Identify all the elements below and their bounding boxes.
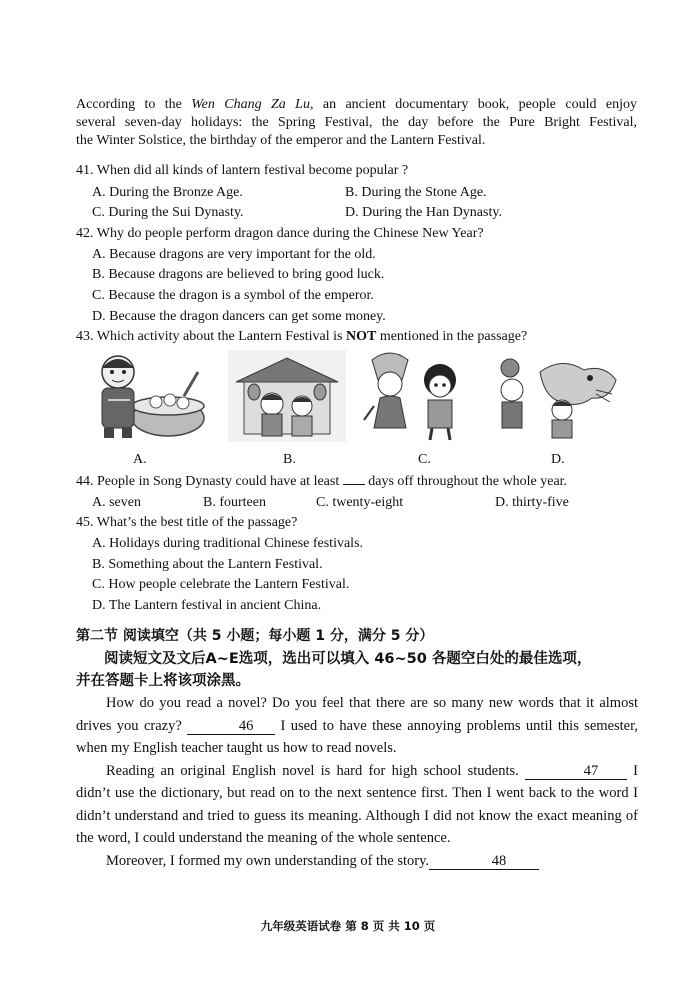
picture-d-dragon-dance — [492, 350, 620, 442]
intro-line-3: the Winter Solstice, the birthday of the emperor and the Lantern Festival. — [76, 133, 486, 148]
q42-option-c: C. Because the dragon is a symbol of the emperor. — [92, 288, 374, 303]
q45-stem: 45. What’s the best title of the passage? — [76, 515, 298, 530]
page-footer: 九年级英语试卷 第 8 页 共 10 页 — [260, 919, 436, 933]
picture-a-tangyuan — [88, 350, 208, 442]
blank-48: 48 — [429, 853, 539, 870]
picture-a-label: A. — [133, 452, 147, 467]
intro-line-1: According to the Wen Chang Za Lu, an ancient documentary book, people could enjoy — [76, 97, 637, 112]
q44-option-c: C. twenty-eight — [316, 495, 404, 510]
book-title: Wen Chang Za Lu — [191, 97, 310, 112]
not-emphasis: NOT — [345, 329, 377, 344]
q45-option-c: C. How people celebrate the Lantern Festival. — [92, 577, 350, 592]
intro-line-2: several seven-day holidays: the Spring Festival, the day before the Pure Bright Festival, — [76, 115, 637, 130]
picture-b-label: B. — [283, 452, 296, 467]
q42-option-b: B. Because dragons are believed to bring good luck. — [92, 267, 385, 282]
blank-46: 46 — [187, 718, 275, 735]
picture-d-label: D. — [551, 452, 565, 467]
q45-option-d: D. The Lantern festival in ancient China. — [92, 598, 322, 613]
q42-stem: 42. Why do people perform dragon dance during the Chinese New Year? — [76, 226, 484, 241]
q44-option-d: D. thirty-five — [495, 495, 569, 510]
picture-c-figures — [362, 350, 470, 442]
q41-option-c: C. During the Sui Dynasty. — [92, 205, 244, 220]
q41-option-d: D. During the Han Dynasty. — [345, 205, 502, 220]
section-heading: 第二节 阅读填空（共 5 小题；每小题 1 分，满分 5 分） — [76, 628, 434, 644]
q42-option-a: A. Because dragons are very important for the old. — [92, 247, 376, 262]
q44-stem: 44. People in Song Dynasty could have at least days off throughout the whole year. — [76, 474, 568, 489]
q42-option-d: D. Because the dragon dancers can get some money. — [92, 309, 386, 324]
q41-stem: 41. When did all kinds of lantern festival become popular ? — [76, 163, 409, 178]
section-instruction-2: 并在答题卡上将该项涂黑。 — [76, 673, 250, 689]
section-instruction-1: 阅读短文及文后A~E选项，选出可以填入 46~50 各题空白处的最佳选项， — [104, 651, 592, 667]
q44-option-a: A. seven — [92, 495, 141, 510]
reading-passage — [76, 692, 638, 872]
q44-blank — [343, 484, 365, 485]
passage-paragraph-2: Reading an original English novel is hard for high school students. 47 I didn’t use the dictionary, but read on to the next sentence first. Then I went back to the word I didn’t understand and tried to guess its meaning. Although I did not know the exact meaning of the word, I could understand the meaning of the whole sentence. — [76, 762, 638, 846]
picture-b-lanterns — [228, 350, 346, 442]
passage-paragraph-1: How do you read a novel? Do you feel that there are so many new words that it almost drives you crazy? 46 I used to have these annoying problems until this semester, when my English teacher taught us how to read novels. — [76, 695, 638, 756]
q41-option-a: A. During the Bronze Age. — [92, 185, 243, 200]
q41-option-b: B. During the Stone Age. — [345, 185, 487, 200]
passage-paragraph-3: Moreover, I formed my own understanding of the story. 48 — [76, 850, 638, 873]
blank-47: 47 — [525, 763, 627, 780]
q43-stem: 43. Which activity about the Lantern Festival is NOT mentioned in the passage? — [76, 329, 528, 344]
q45-option-a: A. Holidays during traditional Chinese festivals. — [92, 536, 364, 551]
q44-option-b: B. fourteen — [203, 495, 266, 510]
q45-option-b: B. Something about the Lantern Festival. — [92, 557, 323, 572]
picture-c-label: C. — [418, 452, 431, 467]
